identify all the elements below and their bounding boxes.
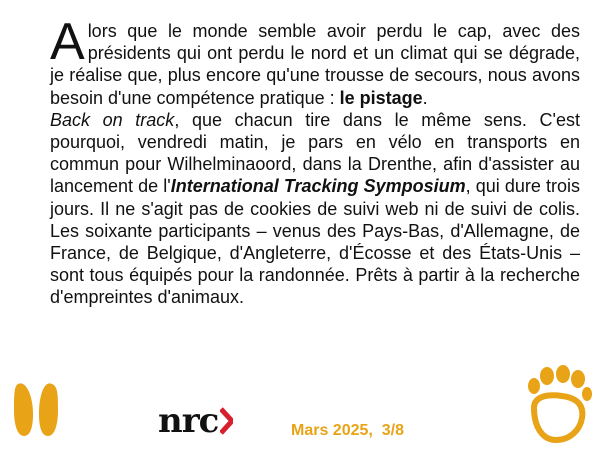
body-text-a: , que chacun tire dans le même sens. C'est pourquoi, vendredi matin, je pars en vélo en transports en commun pour Wilhelminaoord, dans la Drenthe, afin d'assister au lancement de l' (50, 109, 580, 197)
paw-print-icon (524, 364, 594, 444)
paragraph-body (50, 109, 580, 309)
page-date-number: Mars 2025, 3/8 (291, 422, 404, 439)
chevron-right-icon (220, 407, 233, 435)
nrc-logo (158, 403, 233, 439)
nrc-logo-text: nrc (158, 401, 219, 441)
intro-period: . (422, 87, 428, 108)
hoof-print-icon (12, 378, 62, 440)
symposium-name: International Tracking Symposium (170, 176, 466, 197)
paragraph-intro (50, 13, 580, 109)
article-body (50, 13, 581, 309)
body-text-b: , qui dure trois jours. Il ne s'agit pas de cookies de suivi web ni de suivi de colis. Les soixante participants – venus des Pays-Bas, d'Allemagne, de France, de Belgique, d'Angleterre, d'Écosse et des États-Unis – sont tous équipés pour la randonnée. Prêts à partir à la recherche d'empreintes d'animaux. (50, 176, 581, 308)
intro-text: lors que le monde semble avoir perdu le cap, avec des présidents qui ont perdu le nord et un climat qui se dégrade, je réalise que, plus encore qu'une trousse de secours, nous avons besoin d'une compétence pratique : (50, 21, 580, 108)
drop-cap: A (50, 13, 85, 71)
body-italic-phrase: Back on track (50, 109, 175, 130)
intro-bold-phrase: le pistage (339, 87, 423, 108)
